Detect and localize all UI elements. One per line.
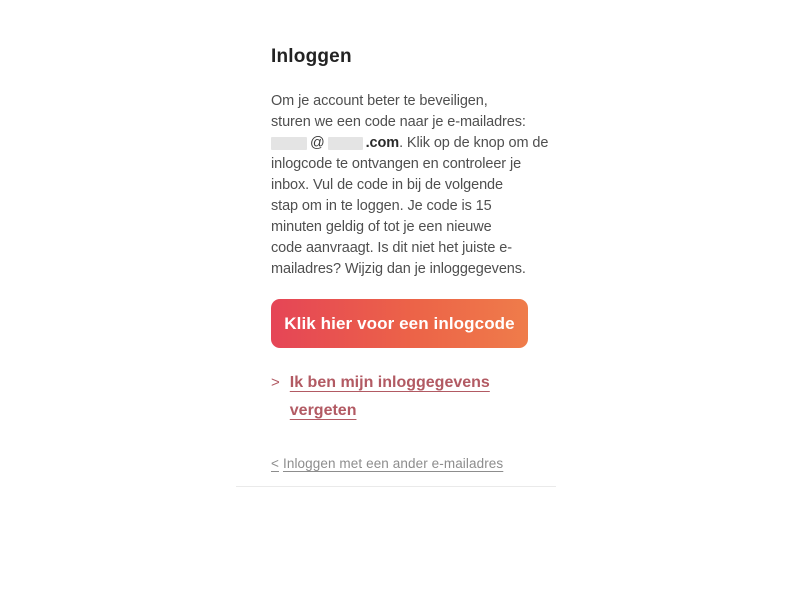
login-panel [271,46,549,473]
email-domain-suffix: .com [365,135,400,151]
instructions-line: sturen we een code naar je e-mailadres: [271,114,526,130]
instructions-line: mailadres? Wijzig dan je inloggegevens. [271,261,526,277]
request-login-code-button[interactable]: Klik hier voor een inlogcode [271,299,528,348]
forgot-credentials-link[interactable]: Ik ben mijn inloggegevens vergeten [289,374,490,419]
instructions-line: . Klik op de knop om de [399,135,549,151]
redacted-email-domain [328,137,363,150]
instructions-line: stap om in te loggen. Je code is 15 [271,198,492,214]
instructions-line: code aanvraagt. Is dit niet het juiste e- [271,240,512,256]
login-instructions [271,91,549,280]
redacted-email-local-part [271,137,307,150]
email-line [271,133,549,154]
email-at-symbol: @ [310,135,325,151]
divider [236,486,556,487]
login-other-email-label: Inloggen met een ander e-mailadres [282,456,504,471]
login-other-email-link[interactable] [271,456,503,471]
instructions-line: Om je account beter te beveiligen, [271,93,488,109]
instructions-line: inlogcode te ontvangen en controleer je [271,156,522,172]
chevron-right-icon: > [271,374,280,391]
instructions-line: inbox. Vul de code in bij de volgende [271,177,503,193]
chevron-left-icon: < [271,456,279,471]
page-title: Inloggen [271,46,352,67]
forgot-credentials-row [271,369,533,425]
instructions-line: minuten geldig of tot je een nieuwe [271,219,492,235]
